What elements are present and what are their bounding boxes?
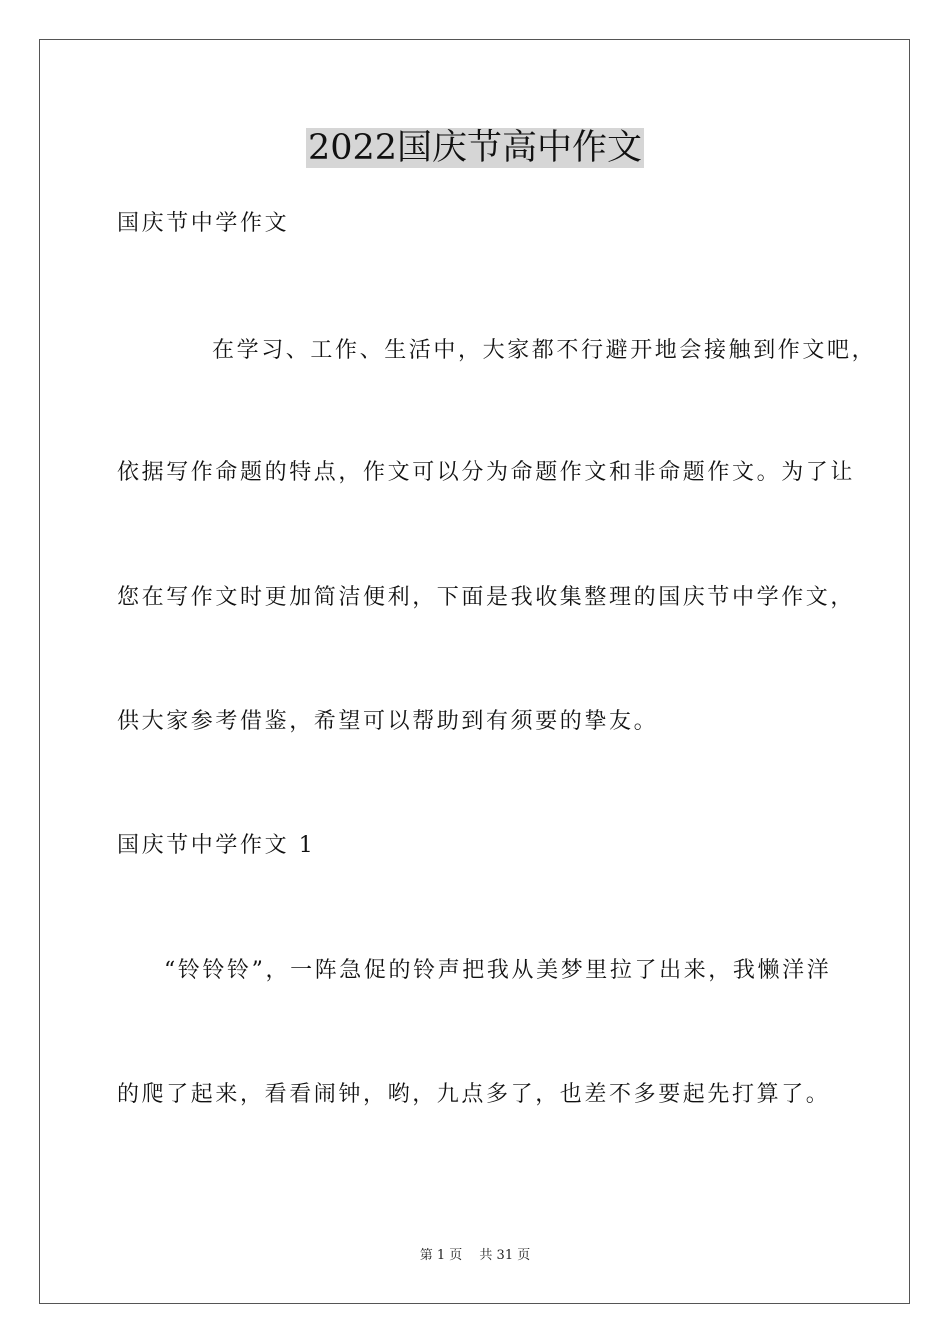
- paragraph-line: 您在写作文时更加简洁便利，下面是我收集整理的国庆节中学作文，: [117, 585, 856, 610]
- paragraph-line: 的爬了起来，看看闹钟，哟，九点多了，也差不多要起先打算了。: [117, 1082, 831, 1107]
- page-footer: 第 1 页 共 31 页: [419, 1248, 531, 1263]
- document-title-text: 2022国庆节高中作文: [307, 128, 643, 168]
- document-title: [0, 124, 950, 172]
- paragraph-line: 依据写作命题的特点，作文可以分为命题作文和非命题作文。为了让: [117, 460, 856, 485]
- paragraph-line: 供大家参考借鉴，希望可以帮助到有须要的挚友。: [117, 709, 659, 734]
- section-heading: 国庆节中学作文: [117, 211, 290, 236]
- paragraph-line: 在学习、工作、生活中，大家都不行避开地会接触到作文吧，: [212, 338, 877, 363]
- section-heading: 国庆节中学作文 1: [117, 833, 316, 858]
- paragraph-line: “铃铃铃”，一阵急促的铃声把我从美梦里拉了出来，我懒洋洋: [164, 958, 832, 983]
